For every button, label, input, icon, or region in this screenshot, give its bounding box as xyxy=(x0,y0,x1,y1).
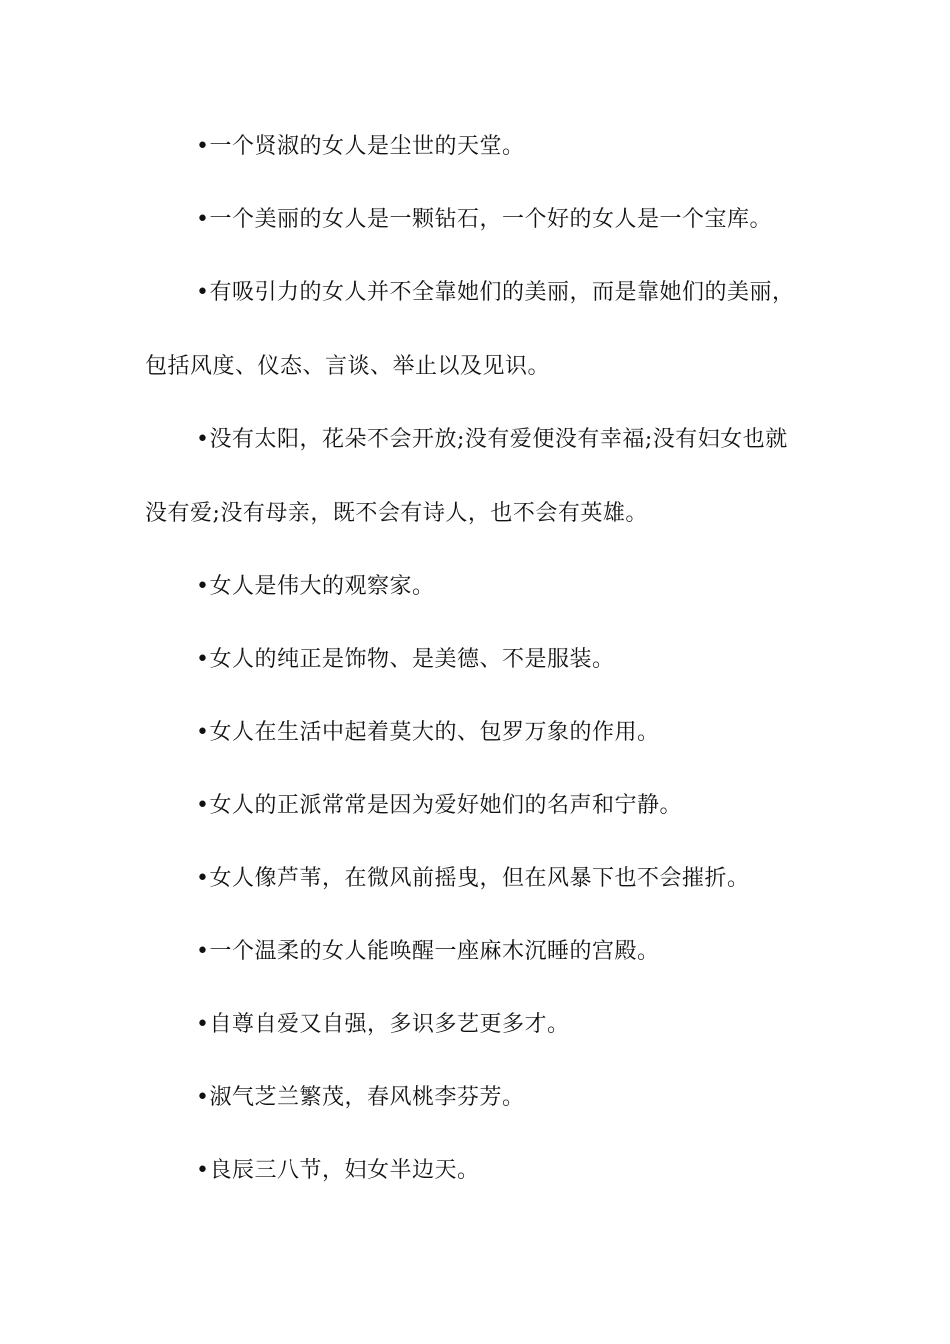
paragraph: •淑气芝兰繁茂，春风桃李芬芳。 xyxy=(196,1085,525,1110)
paragraph: •一个贤淑的女人是尘世的天堂。 xyxy=(196,134,525,159)
paragraph: •良辰三八节，妇女半边天。 xyxy=(196,1158,480,1183)
paragraph: •没有太阳，花朵不会开放;没有爱便没有幸福;没有妇女也就没有爱;没有母亲，既不会有诗人，也不会有英雄。 xyxy=(145,427,788,526)
paragraph: •有吸引力的女人并不全靠她们的美丽，而是靠她们的美丽，包括风度、仪态、言谈、举止以及见识。 xyxy=(145,280,795,379)
paragraph: •自尊自爱又自强，多识多艺更多才。 xyxy=(196,1012,570,1037)
paragraph: •女人在生活中起着莫大的、包罗万象的作用。 xyxy=(196,720,660,745)
paragraph: •女人像芦苇，在微风前摇曳，但在风暴下也不会摧折。 xyxy=(196,866,750,891)
paragraph: •一个温柔的女人能唤醒一座麻木沉睡的宫殿。 xyxy=(196,939,660,964)
paragraph: •女人的正派常常是因为爱好她们的名声和宁静。 xyxy=(196,793,682,818)
document-body xyxy=(145,128,810,1225)
paragraph: •一个美丽的女人是一颗钻石，一个好的女人是一个宝库。 xyxy=(196,207,772,232)
paragraph: •女人是伟大的观察家。 xyxy=(196,574,435,599)
paragraph: •女人的纯正是饰物、是美德、不是服装。 xyxy=(196,647,615,672)
